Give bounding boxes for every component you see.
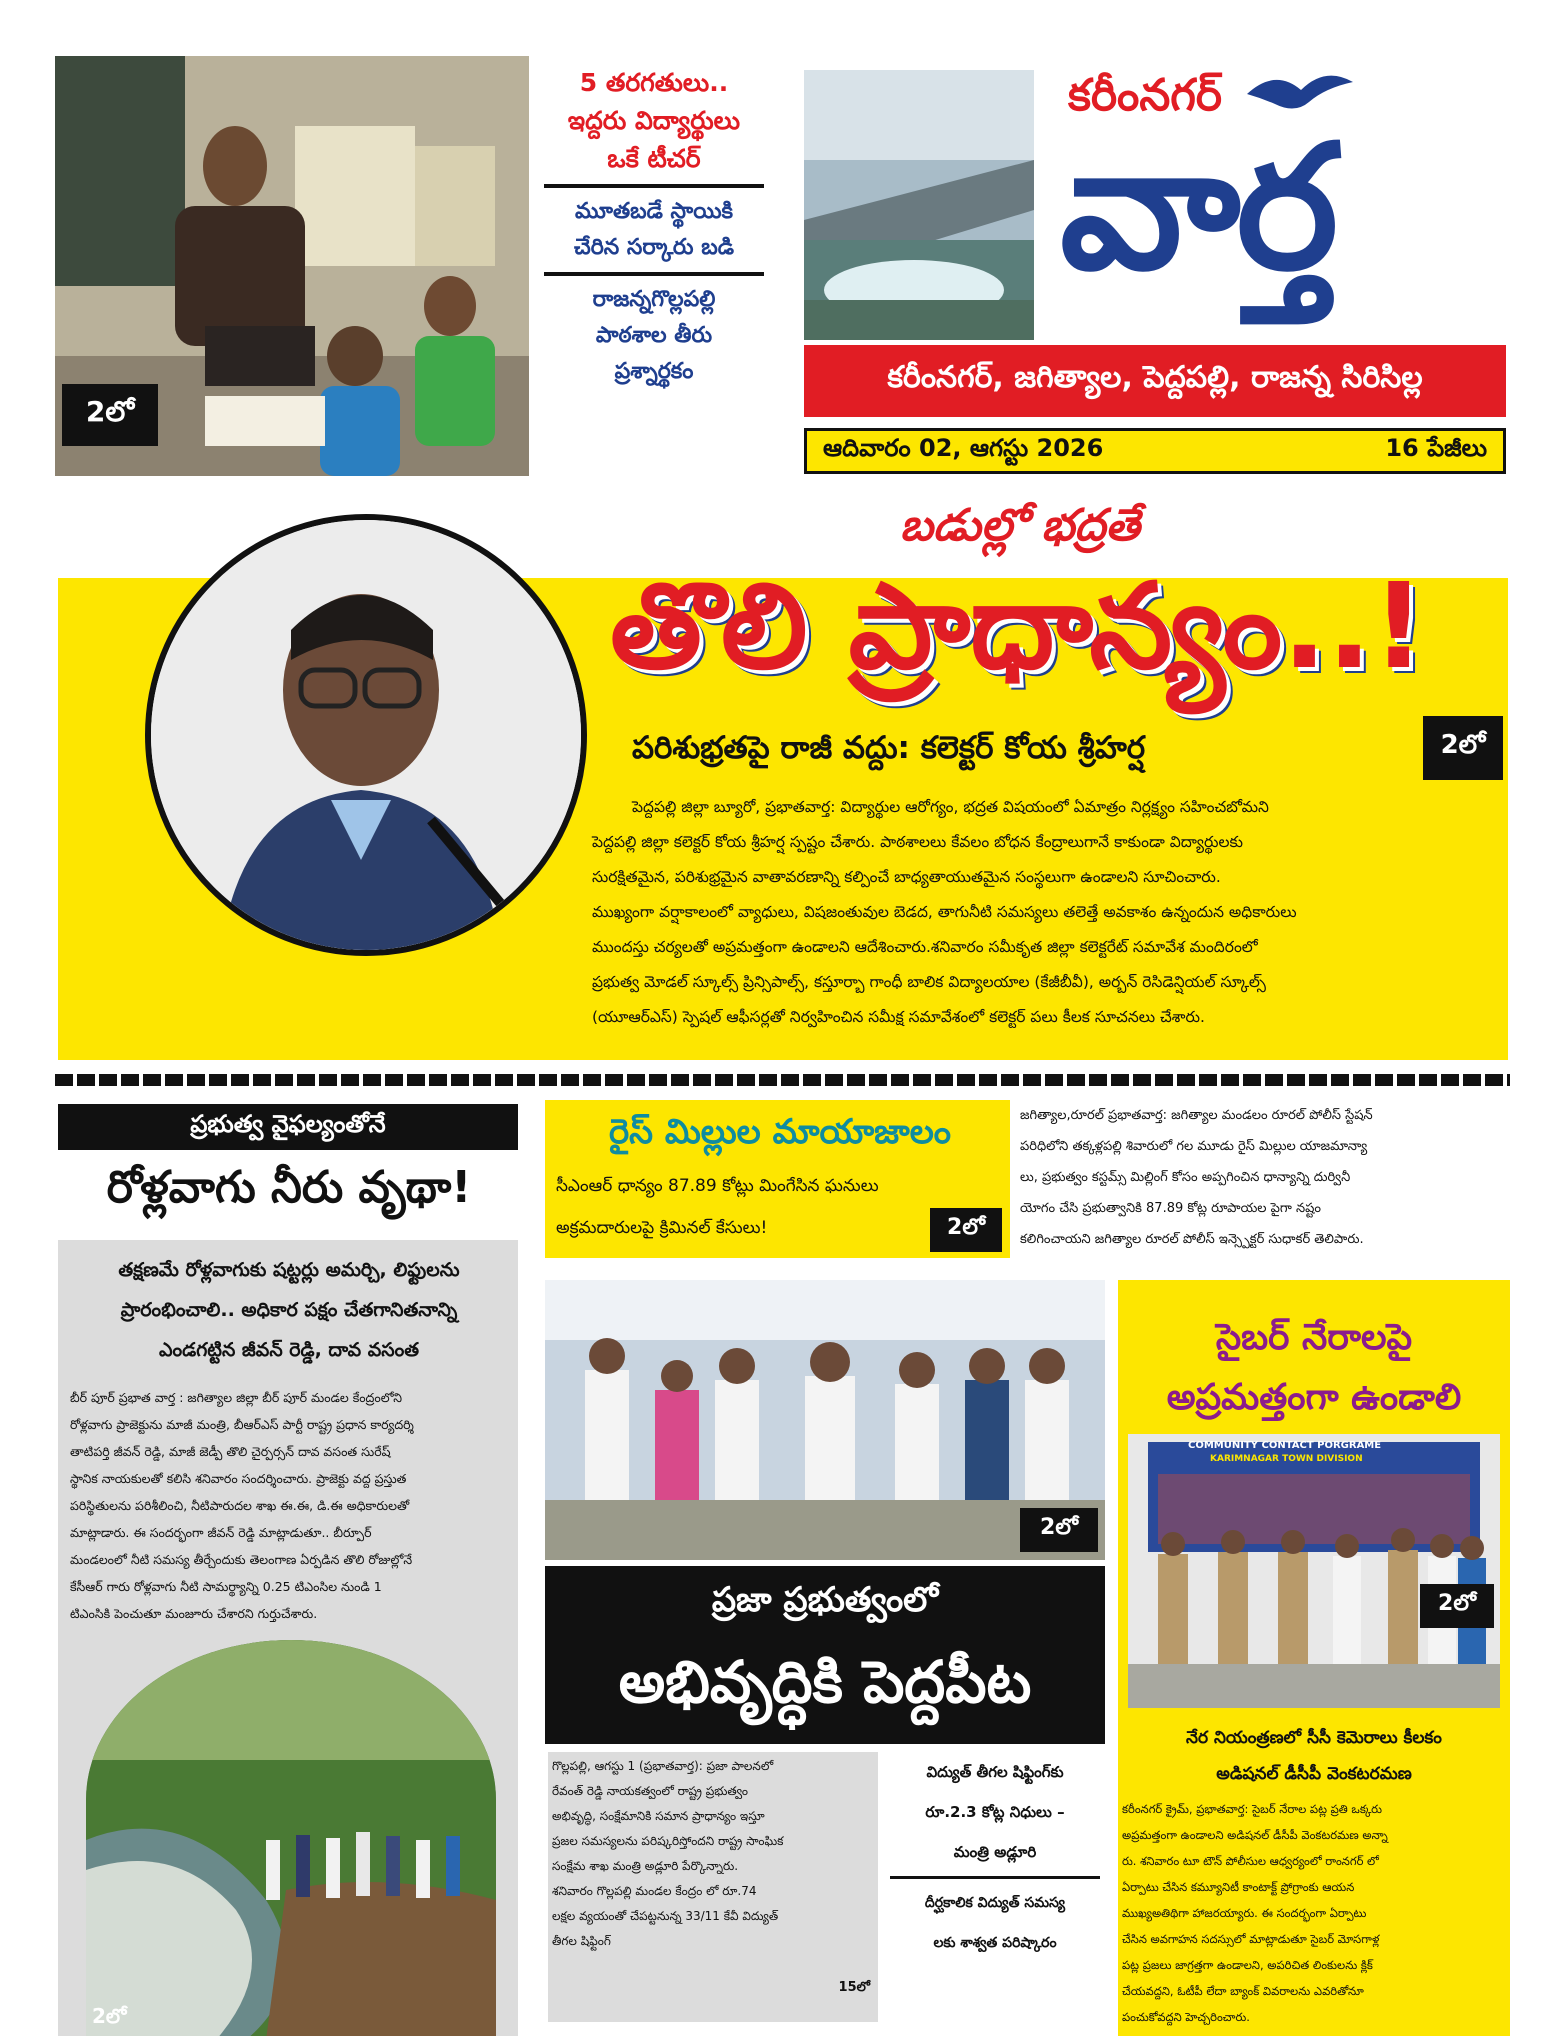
development-body xyxy=(548,1752,878,2022)
masthead-title: వార్త xyxy=(1060,107,1335,308)
cyber-line: అప్రమత్తంగా ఉండాలని అడిషనల్ డీసీపీ వెంకటరమణ అన్నా xyxy=(1122,1828,1388,1842)
rice-line: లు, ప్రభుత్వం కస్టమ్స్ మిల్లింగ్ కోసం అప్పగించిన ధాన్యాన్ని దుర్వినీ xyxy=(1020,1170,1351,1185)
development-side-line: రూ.2.3 కోట్ల నిధులు – xyxy=(925,1803,1065,1821)
rollavagu-photo xyxy=(86,1640,496,2036)
lead-subhead: పరిశుభ్రతపై రాజీ వద్దు: కలెక్టర్ కోయ శ్రీహర్ష xyxy=(632,730,1146,766)
development-line: సంక్షేమ శాఖ మంత్రి అడ్లూరి పేర్కొన్నారు. xyxy=(552,1859,739,1873)
development-kicker: ప్రజా ప్రభుత్వంలో xyxy=(711,1580,939,1620)
cyber-banner-1: COMMUNITY CONTACT PORGRAME xyxy=(1188,1440,1382,1451)
teaser-sub: మూతబడే స్థాయికి xyxy=(575,199,733,224)
cyber-line: పంచుకోవద్దని హెచ్చరించారు. xyxy=(1122,2010,1250,2024)
lead-line: పెద్దపల్లి జిల్లా కలెక్టర్ కోయ శ్రీహర్ష స్పష్టం చేశారు. పాఠశాలలు కేవలం బోధన కేంద్రాలుగానే కాకుండా విద్యార్థులకు xyxy=(592,833,1243,851)
rice-line: జగిత్యాల,రూరల్ ప్రభాతవార్త: జగిత్యాల మండలం రూరల్ పోలీస్ స్టేషన్ xyxy=(1020,1108,1373,1123)
development-photo-ref: 2లో xyxy=(1020,1508,1098,1552)
teaser-line: ఒకే టీచర్ xyxy=(607,144,701,173)
rollavagu-deck-line: ప్రారంభించాలి.. అధికార పక్షం చేతగానితనాన్ని xyxy=(120,1299,458,1321)
development-side-line: దీర్ఘకాలిక విద్యుత్ సమస్య xyxy=(924,1895,1066,1911)
rice-body xyxy=(1020,1100,1510,1255)
rollavagu-kicker-box xyxy=(58,1104,518,1150)
page-count: 16 పేజీలు xyxy=(1385,434,1487,462)
cyber-line: ముఖ్యఅతిథిగా హాజరయ్యారు. ఈ సందర్భంగా ఏర్పాటు xyxy=(1122,1906,1367,1920)
lead-line: (యూఆర్ఎస్) స్పెషల్ ఆఫీసర్లతో నిర్వహించిన సమీక్ష సమావేశంలో కలెక్టర్ పలు కీలక సూచనలు చేశారు. xyxy=(592,1008,1205,1026)
rollavagu-headline: రోళ్లవాగు నీరు వృథా! xyxy=(106,1162,472,1213)
cyber-line: రు. శనివారం టూ టౌన్ పోలీసుల ఆధ్వర్యంలో రాంనగర్ లో xyxy=(1122,1854,1379,1868)
lead-photo xyxy=(145,514,587,956)
rice-line: పరిధిలోని తక్కళ్లపల్లి శివారులో గల మూడు రైస్ మిల్లుల యాజమాన్యా xyxy=(1020,1139,1368,1154)
development-line: ప్రజల సమస్యలను పరిష్కరిస్తోందని రాష్ట్ర సాంఘిక xyxy=(552,1834,784,1848)
rollavagu-line: కేసీఆర్ గారు రోళ్లవాగు నీటి సామర్థ్యాన్ని 0.25 టిఎంసిల నుండి 1 xyxy=(70,1579,382,1594)
cyber-line: కరీంనగర్ క్రైమ్, ప్రభాతవార్త: సైబర్ నేరాల పట్ల ప్రతి ఒక్కరు xyxy=(1122,1802,1382,1816)
cyber-headline-1: సైబర్ నేరాలపై xyxy=(1215,1317,1413,1358)
development-page-ref: 15లో xyxy=(838,1980,870,1995)
lead-rule xyxy=(55,1074,1510,1086)
cyber-deck-1: నేర నియంత్రణలో సీసీ కెమెరాలు కీలకం xyxy=(1186,1728,1442,1748)
development-side xyxy=(884,1752,1106,1963)
rollavagu-line: టిఎంసికి పెంచుతూ మంజూరు చేశారని గుర్తుచేశారు. xyxy=(70,1606,318,1621)
lead-line: పెద్దపల్లి జిల్లా బ్యూరో, ప్రభాతవార్త: విద్యార్థుల ఆరోగ్యం, భద్రత విషయంలో ఏమాత్రం నిర్లక్ష్యం సహించబోమని xyxy=(632,798,1269,816)
cyber-headline-2: అప్రమత్తంగా ఉండాలి xyxy=(1166,1377,1462,1418)
teaser-sub: ప్రశ్నార్థకం xyxy=(614,359,694,384)
masthead-prefix: కరీంనగర్ xyxy=(1068,70,1222,121)
rollavagu-line: తాటిపర్తి జీవన్ రెడ్డి, మాజీ జెడ్పీ తొలి చైర్పర్సన్ దావ వసంత సురేష్ xyxy=(70,1444,391,1459)
issue-date: ఆదివారం 02, ఆగస్టు 2026 xyxy=(823,434,1104,462)
lead-page-ref: 2లో xyxy=(1423,716,1503,780)
rollavagu-line: మాట్లాడారు. ఈ సందర్భంగా జీవన్ రెడ్డి మాట్లాడుతూ.. బీర్పూర్ xyxy=(70,1525,372,1540)
rollavagu-line: మండలంలో నీటి సమస్య తీర్చేందుకు తెలంగాణ ఏర్పడిన తొలి రోజుల్లోనే xyxy=(70,1552,413,1567)
lead-line: ముఖ్యంగా వర్షాకాలంలో వ్యాధులు, విషజంతువుల బెడద, తాగునీటి సమస్యలు తలెత్తే అవకాశం ఉన్నందున అధికారులు xyxy=(592,903,1297,921)
cyber-line: చేయవద్దని, ఓటీపీ లేదా బ్యాంక్ వివరాలను ఎవరితోనూ xyxy=(1122,1984,1364,1998)
teaser-sub: రాజన్నగొల్లపల్లి xyxy=(592,287,716,312)
rice-line: కలిగించాయని జగిత్యాల రూరల్ పోలీస్ ఇన్స్పెక్టర్ సుధాకర్ తెలిపారు. xyxy=(1020,1232,1364,1247)
rollavagu-line: బీర్ పూర్ ప్రభాత వార్త : జగిత్యాల జిల్లా బీర్ పూర్ మండల కేంద్రంలోని xyxy=(70,1390,403,1405)
rollavagu-page-ref: 2లో xyxy=(92,2004,127,2028)
rollavagu-body xyxy=(70,1384,510,1627)
cyber-line: ఏర్పాటు చేసిన కమ్యూనిటీ కాంటాక్ట్ ప్రోగ్రాంకు ఆయన xyxy=(1122,1880,1355,1894)
teaser-text xyxy=(536,64,772,390)
development-line: లక్షల వ్యయంతో చేపట్టనున్న 33/11 కేవీ విద్యుత్ xyxy=(552,1909,779,1923)
cyber-page-ref: 2లో xyxy=(1420,1584,1494,1628)
lead-line: ముందస్తు చర్యలతో అప్రమత్తంగా ఉండాలని ఆదేశించారు.శనివారం సమీకృత జిల్లా కలెక్టరేట్ సమావేశ మందిరంలో xyxy=(592,938,1258,956)
rollavagu-kicker: ప్రభుత్వ వైఫల్యంతోనే xyxy=(190,1110,386,1138)
rollavagu-deck-line: తక్షణమే రోళ్లవాగుకు షట్టర్లు అమర్చి, లిఫ్టులను xyxy=(118,1259,460,1281)
cyber-deck-2: అడిషనల్ డీసీపీ వెంకటరమణ xyxy=(1216,1764,1412,1784)
teaser-line: 5 తరగతులు.. xyxy=(579,68,729,97)
development-line: రేవంత్ రెడ్డి నాయకత్వంలో రాష్ట్ర ప్రభుత్వం xyxy=(552,1784,748,1798)
rollavagu-deck xyxy=(66,1250,512,1370)
teaser-sub: పాఠశాల తీరు xyxy=(595,323,713,348)
rollavagu-deck-line: ఎండగట్టిన జీవన్ రెడ్డి, దావ వసంత xyxy=(159,1339,419,1361)
lead-kicker: బడుల్లో భద్రతే xyxy=(900,500,1140,551)
lead-line: సురక్షితమైన, పరిశుభ్రమైన వాతావరణాన్ని కల్పించే బాధ్యతాయుతమైన సంస్థలుగా ఉండాలని సూచించారు. xyxy=(592,868,1221,886)
dam-photo xyxy=(804,70,1034,340)
cyber-line: చేసిన అవగాహన సదస్సులో మాట్లాడుతూ సైబర్ మోసగాళ్ల xyxy=(1122,1932,1380,1946)
development-side-line: మంత్రి అడ్లూరి xyxy=(953,1843,1037,1861)
cyber-body xyxy=(1122,1796,1506,2030)
development-line: గొల్లపల్లి, ఆగస్టు 1 (ప్రభాతవార్త): ప్రజా పాలనలో xyxy=(552,1759,774,1773)
cyber-banner-2: KARIMNAGAR TOWN DIVISION xyxy=(1210,1454,1363,1464)
lead-headline: తొలి ప్రాధాన్యం..! xyxy=(610,557,1426,695)
districts-bar xyxy=(804,345,1506,417)
districts: కరీంనగర్, జగిత్యాల, పెద్దపల్లి, రాజన్న సిరిసిల్ల xyxy=(887,360,1423,395)
rollavagu-line: స్థానిక నాయకులతో కలిసి శనివారం సందర్శించారు. ప్రాజెక్టు వద్ద ప్రస్తుత xyxy=(70,1471,407,1486)
rice-page-ref: 2లో xyxy=(930,1208,1002,1252)
rollavagu-line: పరిస్థితులను పరిశీలించి, నీటిపారుదల శాఖ ఈ.ఈ, డి.ఈ అధికారులతో xyxy=(70,1498,410,1513)
teaser-line: ఇద్దరు విద్యార్థులు xyxy=(567,106,741,135)
development-side-line: లకు శాశ్వత పరిష్కారం xyxy=(933,1935,1057,1951)
rollavagu-line: రోళ్లవాగు ప్రాజెక్టును మాజీ మంత్రి, బీఆర్ఎస్ పార్టీ రాష్ట్ర ప్రధాన కార్యదర్శి xyxy=(70,1417,414,1432)
development-line: అభివృద్ధి, సంక్షేమానికి సమాన ప్రాధాన్యం ఇస్తూ xyxy=(552,1809,765,1823)
teaser-sub: చేరిన సర్కారు బడి xyxy=(574,235,734,260)
development-line: తీగల షిఫ్టింగ్ xyxy=(552,1934,611,1948)
rice-deck2: అక్రమదారులపై క్రిమినల్ కేసులు! xyxy=(556,1218,768,1238)
cyber-photo xyxy=(1128,1434,1500,1708)
development-line: శనివారం గొల్లపల్లి మండల కేంద్రం లో రూ.74 xyxy=(552,1884,757,1898)
date-bar xyxy=(804,428,1506,474)
rice-headline: రైస్ మిల్లుల మాయాజాలం xyxy=(608,1112,952,1152)
development-side-line: విద్యుత్ తీగల షిఫ్టింగ్‌కు xyxy=(926,1763,1064,1781)
rice-deck1: సీఎంఆర్ ధాన్యం 87.89 కోట్లు మింగేసిన ఘనులు xyxy=(556,1176,879,1196)
lead-body xyxy=(592,790,1472,1035)
lead-line: ప్రభుత్వ మోడల్ స్కూల్స్ ప్రిన్సిపాల్స్, కస్తూర్బా గాంధీ బాలిక విద్యాలయాల (కేజీబీవీ), అర్బన్ రెసిడెన్షియల్ స్కూల్స్ xyxy=(592,973,1266,991)
teaser-page-ref: 2లో xyxy=(62,384,158,446)
development-headline: అభివృద్ధికి పెద్దపీట xyxy=(618,1648,1032,1716)
cyber-line: పట్ల ప్రజలు జాగ్రత్తగా ఉండాలని, అపరిచిత లింకులను క్లిక్ xyxy=(1122,1958,1373,1972)
rice-line: యోగం చేసి ప్రభుత్వానికి 87.89 కోట్ల రూపాయల పైగా నష్టం xyxy=(1020,1201,1321,1216)
